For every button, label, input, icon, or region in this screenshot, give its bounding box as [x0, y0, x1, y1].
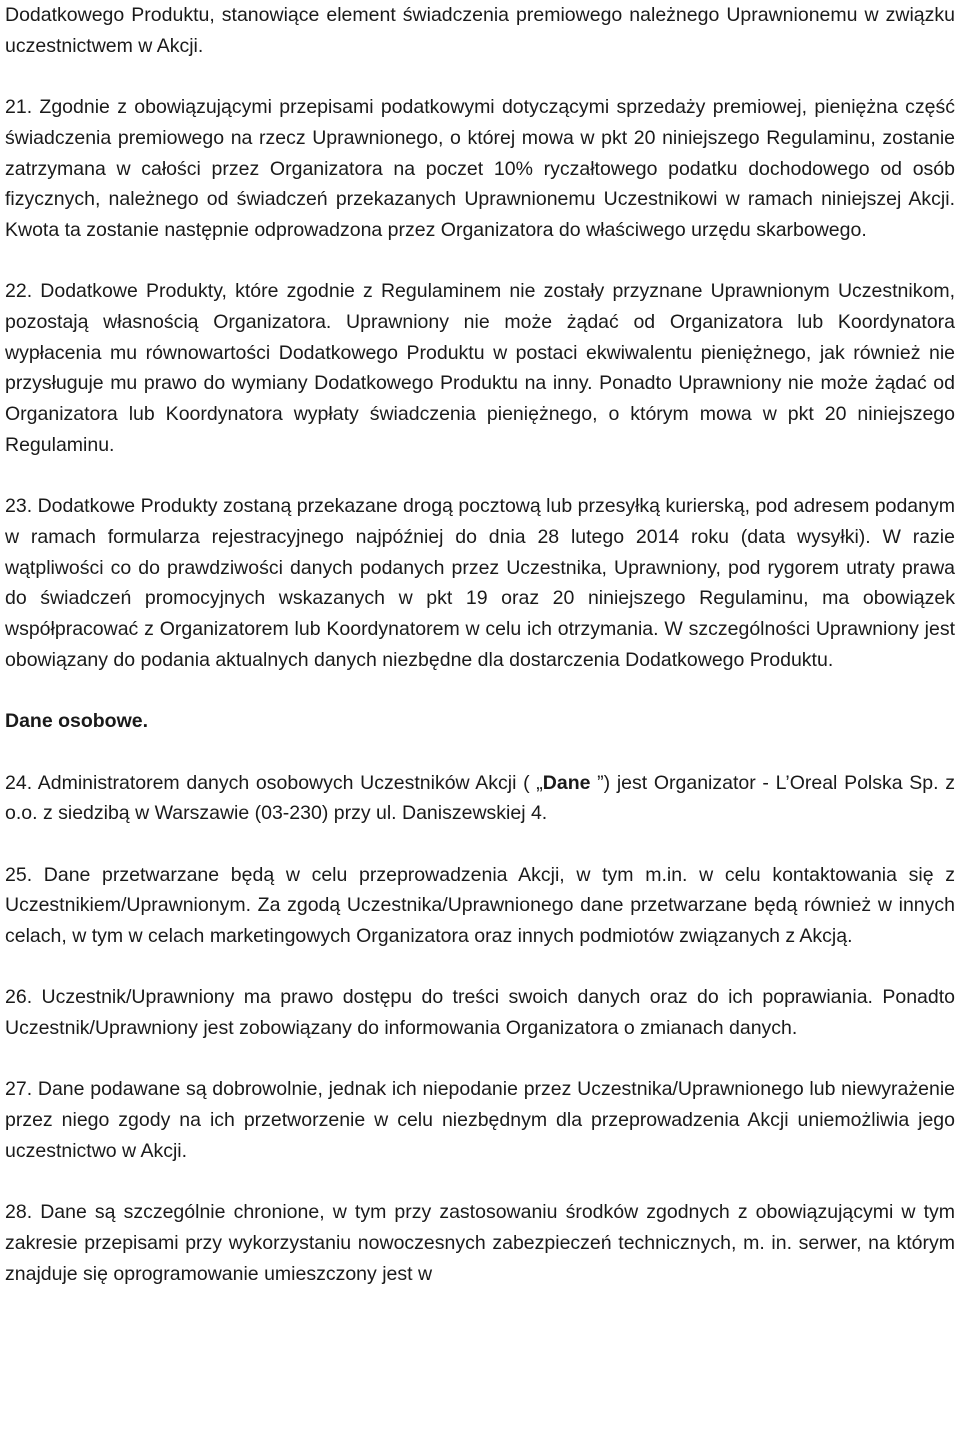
- paragraph-23: 23. Dodatkowe Produkty zostaną przekazane drogą pocztową lub przesyłką kurierską, pod adresem podanym w ramach formularza rejestracyjnego najpóźniej do dnia 28 lutego 2014 roku (data wysyłki). W razie wątpliwości co do prawdziwości danych podanych przez Uczestnika, Uprawniony, pod rygorem utraty prawa do świadczeń promocyjnych wskazanych w pkt 19 oraz 20 niniejszego Regulaminu, ma obowiązek współpracować z Organizatorem lub Koordynatorem w celu ich otrzymania. W szczególności Uprawniony jest obowiązany do podania aktualnych danych niezbędne dla dostarczenia Dodatkowego Produktu.: [5, 495, 955, 671]
- paragraph-24-rest: ”) jest Organizator - L’Oreal Polska Sp. z o.o. z siedzibą w Warszawie (03-230) przy ul. Daniszewskiej 4.: [5, 771, 955, 825]
- paragraph-21: 21. Zgodnie z obowiązującymi przepisami podatkowymi dotyczącymi sprzedaży premiowej, pieniężna część świadczenia premiowego na rzecz Uprawnionego, o której mowa w pkt 20 niniejszego Regulaminu, zostanie zatrzymana w całości przez Organizatora na poczet 10% ryczałtowego podatku dochodowego od osób fizycznych, należnego od świadczeń przekazanych Uprawnionemu Uczestnikowi w ramach niniejszej Akcji. Kwota ta zostanie następnie odprowadzona przez Organizatora do właściwego urzędu skarbowego.: [5, 96, 955, 241]
- paragraph-24: [5, 768, 955, 829]
- paragraph-26: 26. Uczestnik/Uprawniony ma prawo dostępu do treści swoich danych oraz do ich poprawiania. Ponadto Uczestnik/Uprawniony jest zobowiązany do informowania Organizatora o zmianach danych.: [5, 986, 955, 1040]
- paragraph-gap: [5, 246, 955, 277]
- paragraph-intro: Dodatkowego Produktu, stanowiące element świadczenia premiowego należnego Uprawnionemu w związku uczestnictwem w Akcji.: [5, 4, 955, 57]
- paragraph-22: 22. Dodatkowe Produkty, które zgodnie z Regulaminem nie zostały przyznane Uprawnionym Uczestnikom, pozostają własnością Organizatora. Uprawniony nie może żądać od Organizatora lub Koordynatora wypłacenia mu równowartości Dodatkowego Produktu w postaci ekwiwalentu pieniężnego, jak również nie przysługuje mu prawo do wymiany Dodatkowego Produktu na inny. Ponadto Uprawniony nie może żądać od Organizatora lub Koordynatora wypłaty świadczenia pieniężnego, o którym mowa w pkt 20 niniejszego Regulaminu.: [5, 280, 955, 456]
- paragraph-25: 25. Dane przetwarzane będą w celu przeprowadzenia Akcji, w tym m.in. w celu kontaktowania się z Uczestnikiem/Uprawnionym. Za zgodą Uczestnika/Uprawnionego dane przetwarzane będą również w innych celach, w tym w celach marketingowych Organizatora oraz innych podmiotów związanych z Akcją.: [5, 863, 955, 947]
- paragraph-24-lead: 24. Administratorem danych osobowych Uczestników Akcji ( „: [5, 771, 543, 794]
- paragraph-27: 27. Dane podawane są dobrowolnie, jednak ich niepodanie przez Uczestnika/Uprawnionego lub niewyrażenie przez niego zgody na ich przetworzenie w celu niezbędnym dla przeprowadzenia Akcji uniemożliwia jego uczestnictwo w Akcji.: [5, 1078, 955, 1162]
- paragraph-gap: [5, 829, 955, 860]
- paragraph-gap: [5, 675, 955, 706]
- paragraph-gap: [5, 952, 955, 983]
- paragraph-gap: [5, 61, 955, 92]
- defined-term-dane: Dane: [542, 771, 591, 794]
- section-title-personal-data: Dane osobowe.: [5, 710, 149, 733]
- paragraph-gap: [5, 1167, 955, 1198]
- paragraph-28: 28. Dane są szczególnie chronione, w tym przy zastosowaniu środków zgodnych z obowiązującymi w tym zakresie przepisami przy wykorzystaniu nowoczesnych zabezpieczeń technicznych, m. in. serwer, na którym znajduje się oprogramowanie umieszczony jest w: [5, 1201, 955, 1285]
- paragraph-gap: [5, 1044, 955, 1075]
- document-page: [5, 0, 955, 1289]
- paragraph-gap: [5, 461, 955, 492]
- paragraph-gap: [5, 737, 955, 768]
